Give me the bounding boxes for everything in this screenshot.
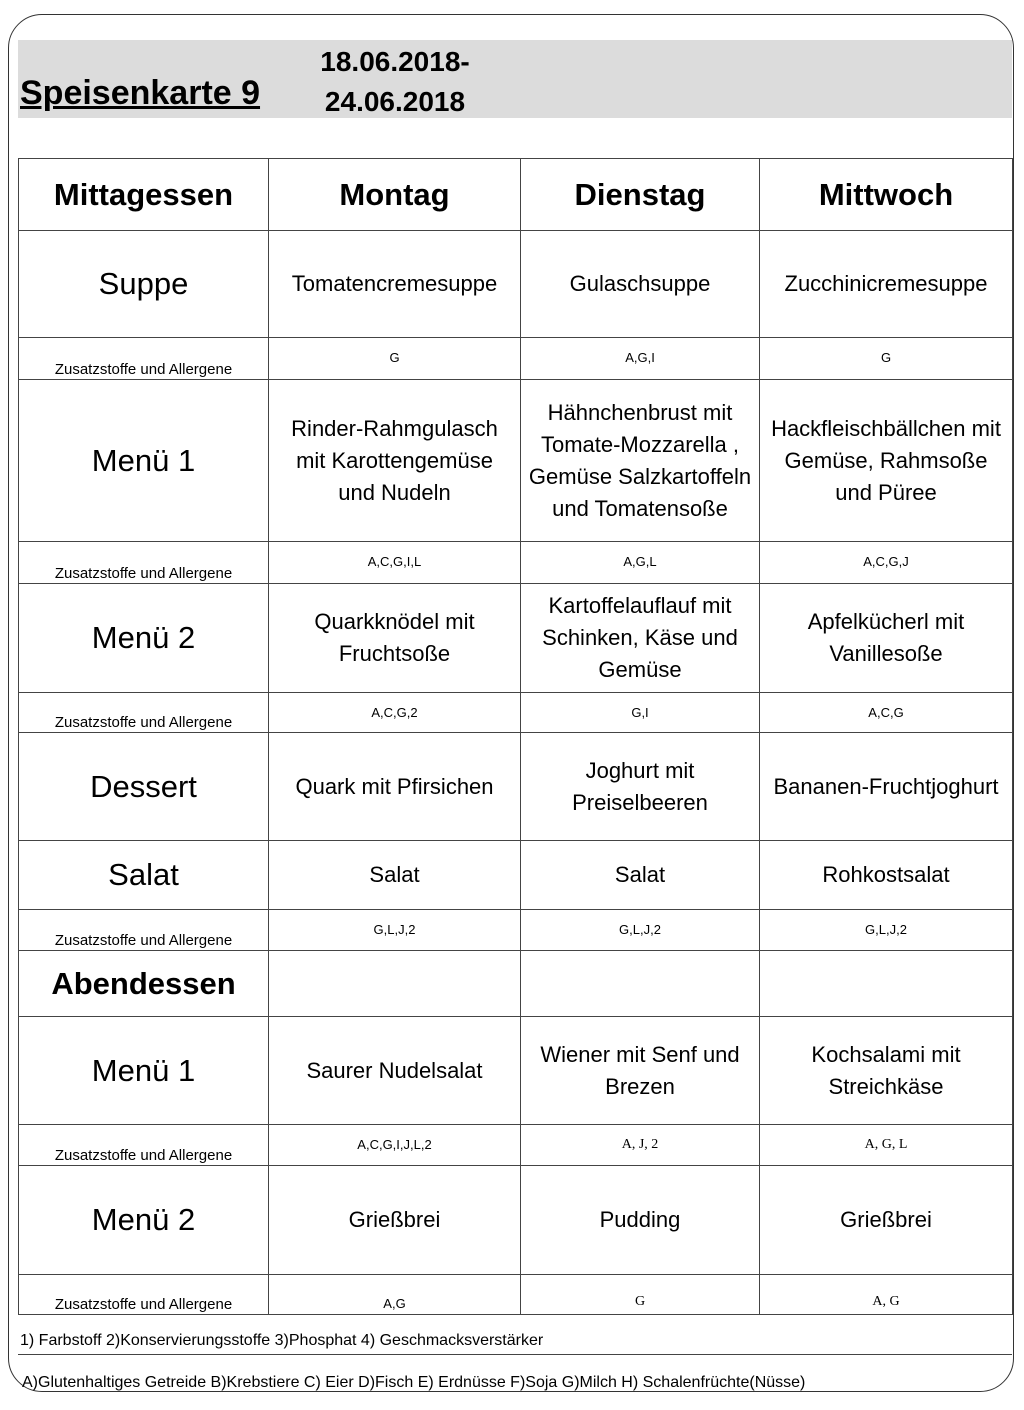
allergen-code: A,C,G <box>760 693 1013 733</box>
row-label: Suppe <box>19 231 269 338</box>
dish-cell: Grießbrei <box>269 1166 521 1275</box>
allergen-label: Zusatzstoffe und Allergene <box>19 910 269 951</box>
row-label: Menü 1 <box>19 1017 269 1125</box>
allergen-code: A,C,G,2 <box>269 693 521 733</box>
dish-cell: Gulaschsuppe <box>521 231 760 338</box>
dish-cell: Bananen-Fruchtjoghurt <box>760 733 1013 841</box>
row-label: Salat <box>19 841 269 910</box>
additives-legend: 1) Farbstoff 2)Konservierungsstoffe 3)Phosphat 4) Geschmacksverstärker <box>20 1332 544 1349</box>
dish-cell: Kartoffelauflauf mit Schinken, Käse und Gemüse <box>521 584 760 693</box>
allergen-row <box>19 338 1013 380</box>
table-row <box>19 1166 1013 1275</box>
table-row <box>19 231 1013 338</box>
page-title: Speisenkarte 9 <box>20 74 261 112</box>
allergen-code: A,C,G,J <box>760 542 1013 584</box>
table-row <box>19 733 1013 841</box>
empty-cell <box>760 951 1013 1017</box>
dish-cell: Tomatencremesuppe <box>269 231 521 338</box>
allergen-code: G <box>269 338 521 380</box>
table-row <box>19 841 1013 910</box>
allergen-code: G,L,J,2 <box>760 910 1013 951</box>
allergen-code: G,I <box>521 693 760 733</box>
date-range <box>300 42 490 122</box>
header-row <box>19 159 1013 231</box>
empty-cell <box>521 951 760 1017</box>
dish-cell: Salat <box>269 841 521 910</box>
table-row <box>19 380 1013 542</box>
row-label: Menü 2 <box>19 1166 269 1275</box>
corner-header: Mittagessen <box>19 159 269 231</box>
date-from: 18.06.2018- <box>320 46 470 77</box>
table-row <box>19 1017 1013 1125</box>
allergen-code: A,G,L <box>521 542 760 584</box>
allergen-label: Zusatzstoffe und Allergene <box>19 542 269 584</box>
divider <box>18 1354 1012 1355</box>
day-header: Mittwoch <box>760 159 1013 231</box>
allergen-code: G <box>521 1275 760 1315</box>
dish-cell: Wiener mit Senf und Brezen <box>521 1017 760 1125</box>
dish-cell: Hähnchenbrust mit Tomate-Mozzarella , Gemüse Salzkartoffeln und Tomatensoße <box>521 380 760 542</box>
allergen-code: A, G <box>760 1275 1013 1315</box>
allergen-code: A,G,I <box>521 338 760 380</box>
dish-cell: Quark mit Pfirsichen <box>269 733 521 841</box>
allergen-row <box>19 910 1013 951</box>
row-label: Menü 2 <box>19 584 269 693</box>
section-row <box>19 951 1013 1017</box>
allergen-label: Zusatzstoffe und Allergene <box>19 693 269 733</box>
allergen-code: A,C,G,I,L <box>269 542 521 584</box>
dish-cell: Rohkostsalat <box>760 841 1013 910</box>
dish-cell: Grießbrei <box>760 1166 1013 1275</box>
allergens-legend: A)Glutenhaltiges Getreide B)Krebstiere C) Eier D)Fisch E) Erdnüsse F)Soja G)Milch H) Schalenfrüchte(Nüsse) <box>22 1374 806 1391</box>
dish-cell: Apfelkücherl mit Vanillesoße <box>760 584 1013 693</box>
dish-cell: Zucchinicremesuppe <box>760 231 1013 338</box>
dish-cell: Salat <box>521 841 760 910</box>
allergen-row <box>19 1275 1013 1315</box>
section-title: Abendessen <box>19 951 269 1017</box>
dish-cell: Joghurt mit Preiselbeeren <box>521 733 760 841</box>
day-header: Montag <box>269 159 521 231</box>
allergen-code: A, J, 2 <box>521 1125 760 1166</box>
allergen-code: G <box>760 338 1013 380</box>
row-label: Dessert <box>19 733 269 841</box>
dish-cell: Quarkknödel mit Fruchtsoße <box>269 584 521 693</box>
empty-cell <box>269 951 521 1017</box>
allergen-code: G,L,J,2 <box>269 910 521 951</box>
allergen-row <box>19 1125 1013 1166</box>
allergen-code: G,L,J,2 <box>521 910 760 951</box>
allergen-code: A, G, L <box>760 1125 1013 1166</box>
dish-cell: Rinder-Rahmgulasch mit Karottengemüse und Nudeln <box>269 380 521 542</box>
row-label: Menü 1 <box>19 380 269 542</box>
allergen-row <box>19 542 1013 584</box>
allergen-label: Zusatzstoffe und Allergene <box>19 1125 269 1166</box>
table-row <box>19 584 1013 693</box>
menu-table <box>18 158 1013 1315</box>
allergen-label: Zusatzstoffe und Allergene <box>19 338 269 380</box>
allergen-row <box>19 693 1013 733</box>
allergen-label: Zusatzstoffe und Allergene <box>19 1275 269 1315</box>
date-to: 24.06.2018 <box>324 86 466 117</box>
allergen-code: A,G <box>269 1275 521 1315</box>
dish-cell: Hackfleischbällchen mit Gemüse, Rahmsoße und Püree <box>760 380 1013 542</box>
dish-cell: Saurer Nudelsalat <box>269 1017 521 1125</box>
dish-cell: Kochsalami mit Streichkäse <box>760 1017 1013 1125</box>
allergen-code: A,C,G,I,J,L,2 <box>269 1125 521 1166</box>
day-header: Dienstag <box>521 159 760 231</box>
dish-cell: Pudding <box>521 1166 760 1275</box>
